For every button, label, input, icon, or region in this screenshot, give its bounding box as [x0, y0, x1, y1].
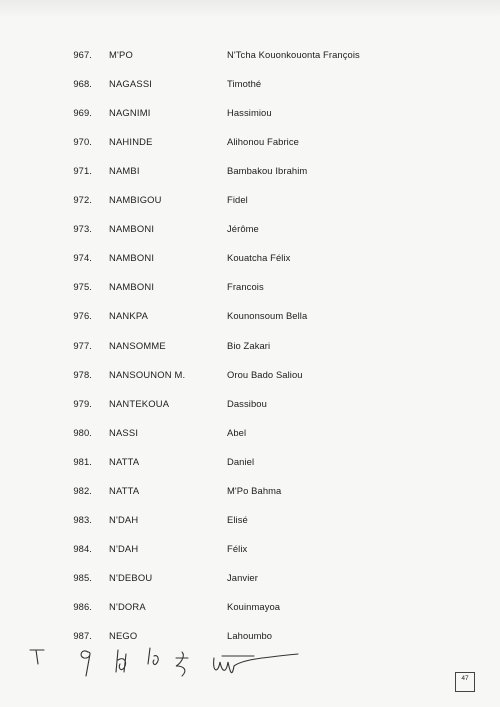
first-names: Hassimiou — [227, 107, 272, 119]
row-number: 977. — [73, 339, 92, 351]
list-row — [0, 540, 500, 558]
last-name: NAHINDE — [109, 136, 153, 148]
first-names: N'Tcha Kouonkouonta François — [227, 49, 360, 60]
last-name: NAMBONI — [109, 252, 155, 264]
row-number: 974. — [73, 252, 92, 264]
first-names: Kouinmayoa — [227, 600, 281, 612]
row-number: 981. — [73, 455, 92, 467]
last-name: N'DORA — [109, 600, 146, 612]
first-names: Dassibou — [227, 397, 267, 409]
list-row — [0, 278, 500, 296]
row-number: 984. — [73, 542, 92, 554]
list-row — [0, 569, 500, 587]
first-names: Kouatcha Félix — [227, 252, 291, 264]
last-name: N'DEBOU — [109, 571, 153, 583]
row-number: 968. — [73, 78, 92, 90]
list-row — [0, 191, 500, 209]
list-row — [0, 511, 500, 529]
first-names: Daniel — [227, 455, 255, 467]
row-number: 970. — [73, 136, 92, 148]
list-row — [0, 424, 500, 442]
first-names: Orou Bado Saliou — [227, 368, 303, 380]
last-name: NANTEKOUA — [109, 397, 170, 409]
list-row — [0, 598, 500, 616]
row-number: 982. — [73, 484, 92, 496]
list-row — [0, 162, 500, 180]
list-row — [0, 220, 500, 238]
list-row — [0, 482, 500, 500]
row-number: 971. — [73, 165, 92, 177]
row-number: 987. — [73, 630, 92, 641]
list-row — [0, 75, 500, 93]
first-names: Janvier — [227, 571, 258, 583]
row-number: 980. — [73, 426, 92, 438]
list-row — [0, 104, 500, 122]
row-number: 986. — [73, 600, 92, 612]
row-number: 983. — [73, 513, 92, 525]
first-names: Alihonou Fabrice — [227, 136, 299, 148]
last-name: NEGO — [109, 630, 138, 641]
first-names: M'Po Bahma — [227, 484, 282, 496]
list-row — [0, 307, 500, 325]
first-names: Lahoumbo — [227, 630, 273, 641]
last-name: NAMBONI — [109, 281, 155, 293]
list-row — [0, 46, 500, 64]
last-name: NATTA — [109, 484, 140, 496]
list-row — [0, 366, 500, 384]
handwritten-initials — [26, 644, 306, 680]
page-number: 47 — [461, 675, 469, 682]
first-names: Bio Zakari — [227, 339, 271, 351]
last-name: NAMBIGOU — [109, 194, 162, 206]
first-names: Bambakou Ibrahim — [227, 165, 308, 177]
last-name: M'PO — [109, 49, 133, 60]
row-number: 972. — [73, 194, 92, 206]
last-name: NANSOMME — [109, 339, 166, 351]
first-names: Timothé — [227, 78, 262, 90]
last-name: NAMBONI — [109, 223, 155, 235]
list-row — [0, 395, 500, 413]
row-number: 969. — [73, 107, 92, 119]
last-name: NANSOUNON M. — [109, 368, 186, 380]
last-name: NAMBI — [109, 165, 140, 177]
list-row — [0, 249, 500, 267]
last-name: NATTA — [109, 455, 140, 467]
list-row — [0, 627, 500, 645]
first-names: Félix — [227, 542, 248, 554]
row-number: 973. — [73, 223, 92, 235]
list-row — [0, 133, 500, 151]
first-names: Kounonsoum Bella — [227, 310, 308, 322]
row-number: 985. — [73, 571, 92, 583]
last-name: N'DAH — [109, 542, 139, 554]
first-names: Jérôme — [227, 223, 259, 235]
last-name: NAGNIMI — [109, 107, 151, 119]
row-number: 975. — [73, 281, 92, 293]
first-names: Fidel — [227, 194, 248, 206]
last-name: NASSI — [109, 426, 139, 438]
last-name: NAGASSI — [109, 78, 153, 90]
page-number-box — [455, 672, 475, 692]
list-row — [0, 453, 500, 471]
row-number: 979. — [73, 397, 92, 409]
scan-top-edge — [0, 0, 500, 18]
row-number: 976. — [73, 310, 92, 322]
first-names: Abel — [227, 426, 247, 438]
last-name: N'DAH — [109, 513, 139, 525]
row-number: 978. — [73, 368, 92, 380]
first-names: Francois — [227, 281, 264, 293]
row-number: 967. — [73, 49, 92, 60]
last-name: NANKPA — [109, 310, 149, 322]
list-row — [0, 337, 500, 355]
first-names: Elisé — [227, 513, 248, 525]
